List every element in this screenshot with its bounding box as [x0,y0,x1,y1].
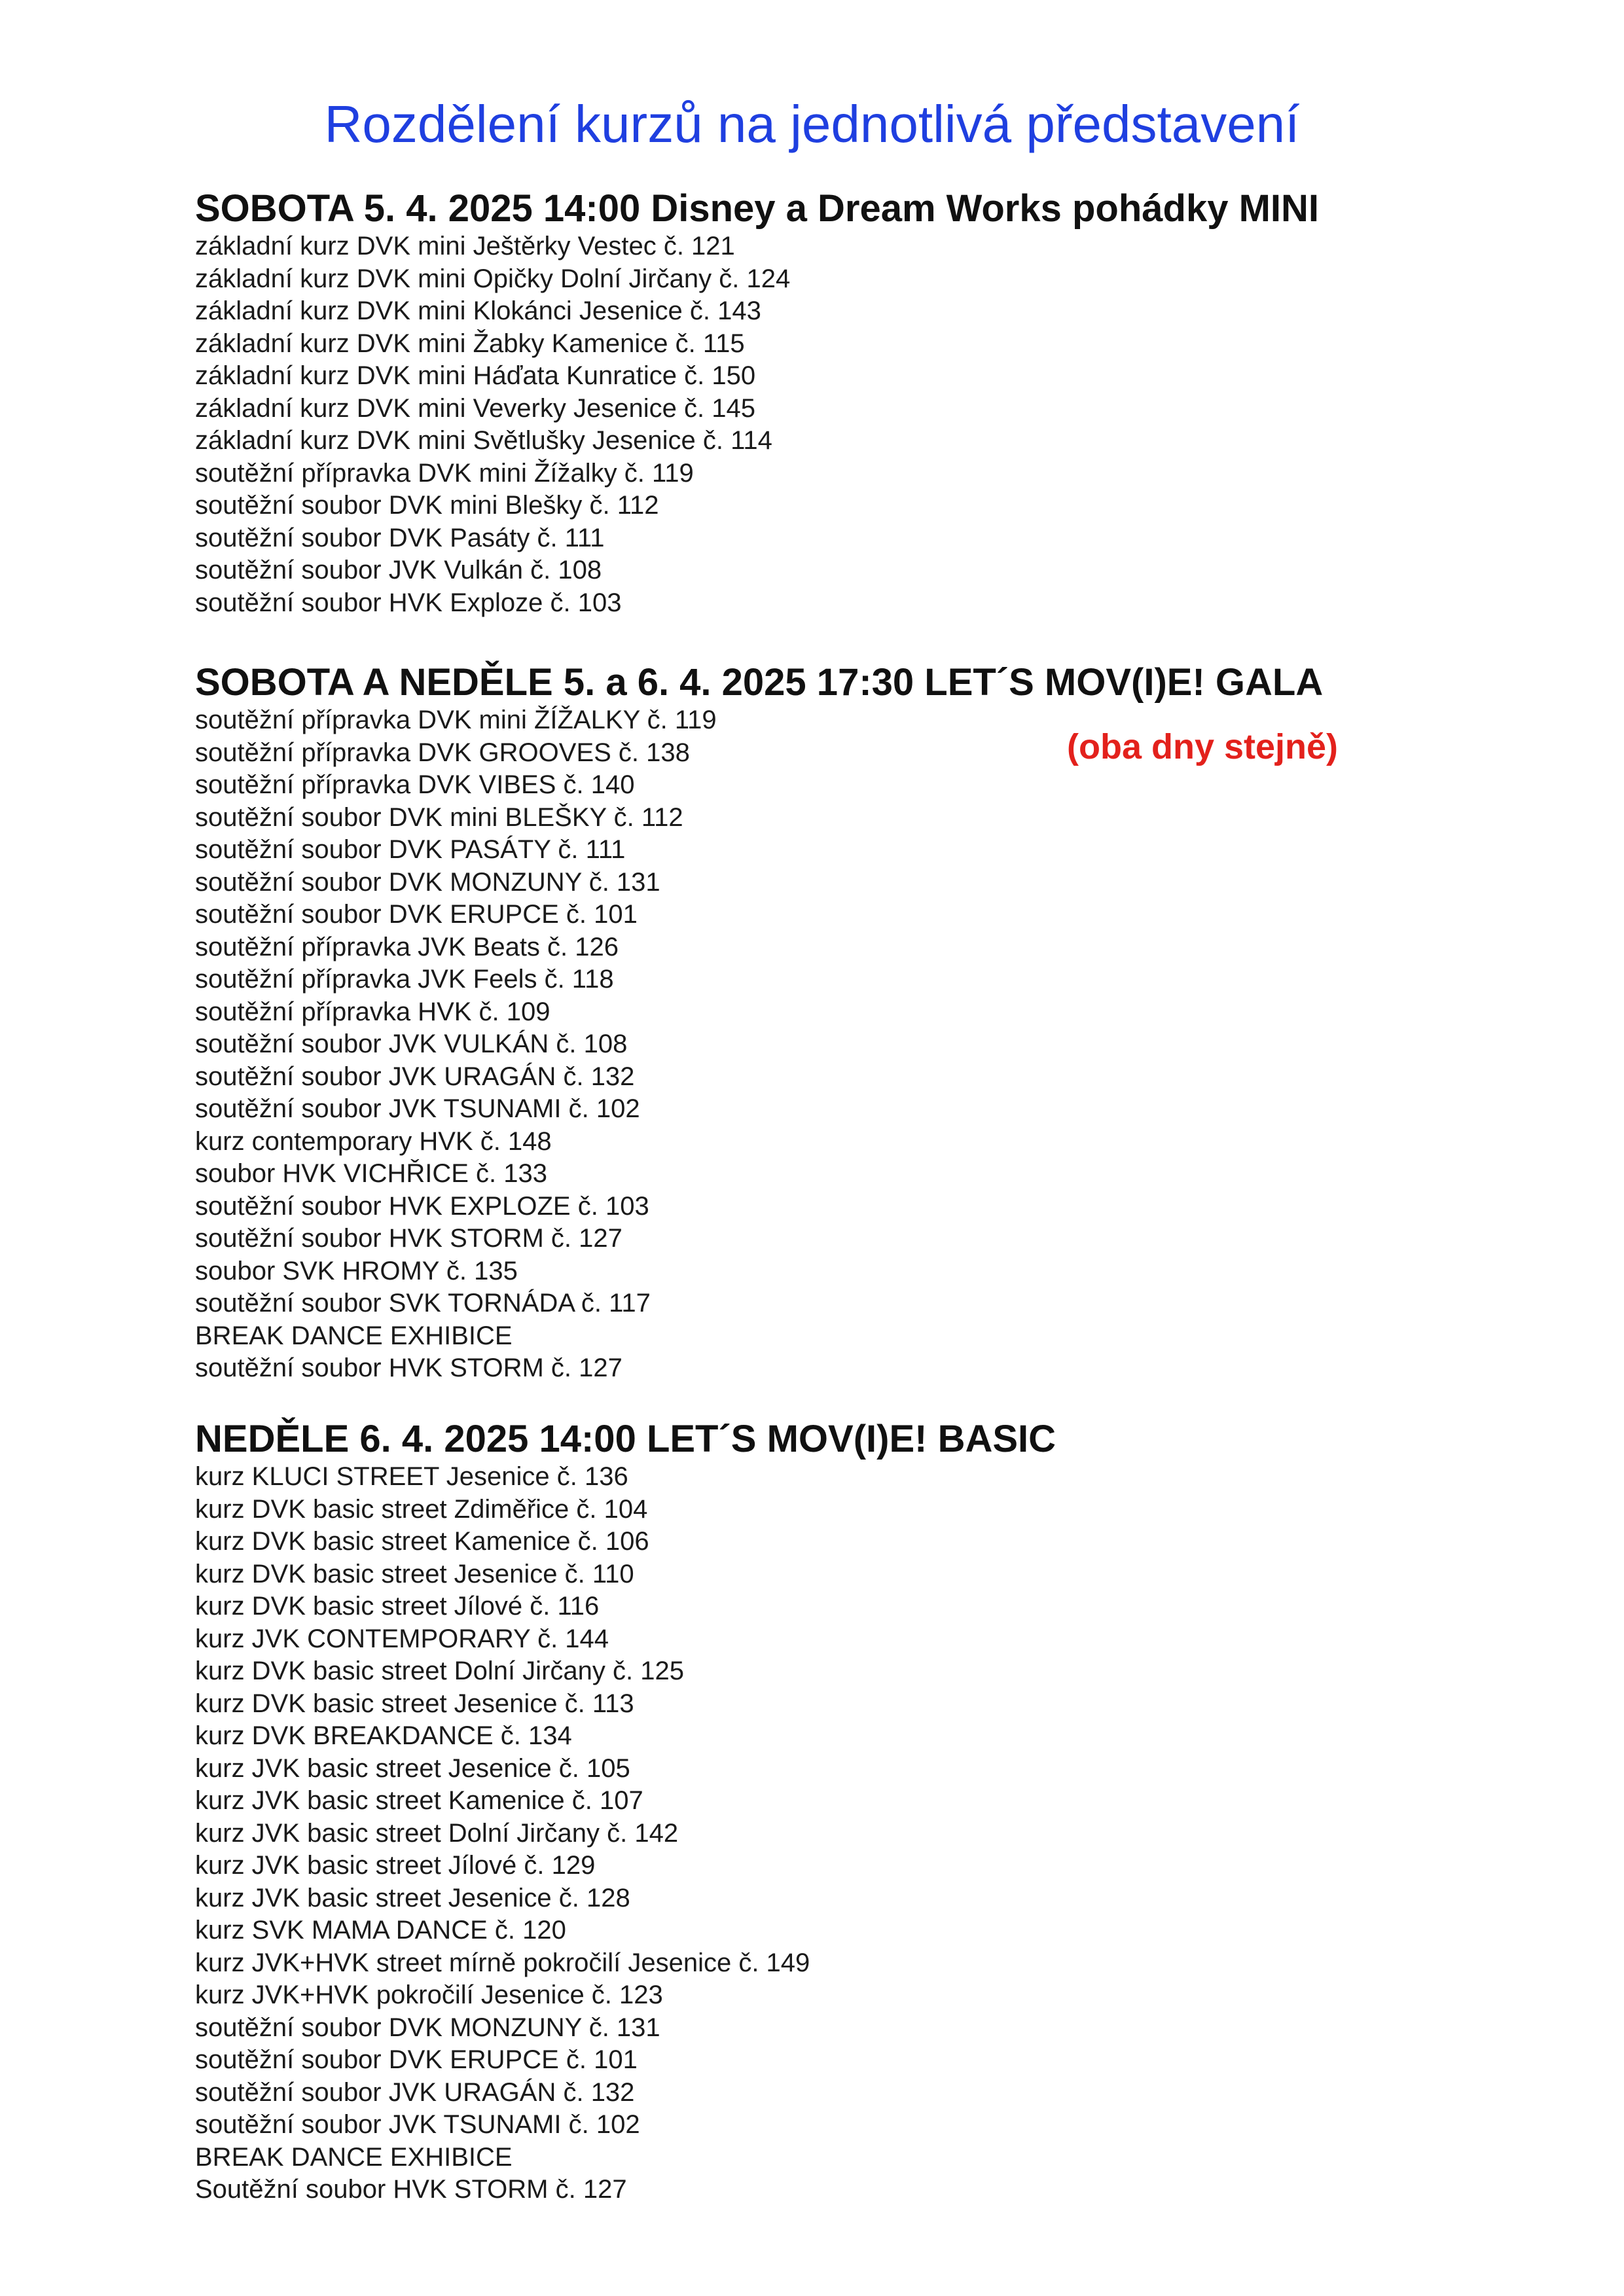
course-item: soutěžní přípravka JVK Beats č. 126 [195,932,619,961]
course-item: soutěžní soubor DVK ERUPCE č. 101 [195,2045,638,2074]
course-item: soutěžní soubor JVK Vulkán č. 108 [195,556,602,584]
course-item: soutěžní soubor SVK TORNÁDA č. 117 [195,1289,651,1318]
course-item: soutěžní přípravka DVK GROOVES č. 138 [195,738,690,767]
section-sobota-mini [195,187,1504,619]
course-item: BREAK DANCE EXHIBICE [195,2142,513,2172]
course-item: soutěžní přípravka DVK VIBES č. 140 [195,770,635,799]
section-gala [195,661,1504,1385]
course-item: soubor SVK HROMY č. 135 [195,1256,518,1285]
course-item: kurz JVK+HVK street mírně pokročilí Jesenice č. 149 [195,1948,810,1977]
course-item: kurz DVK basic street Dolní Jirčany č. 125 [195,1657,684,1685]
course-item: kurz DVK basic street Jesenice č. 113 [195,1689,634,1718]
course-item: soutěžní soubor DVK MONZUNY č. 131 [195,2013,660,2042]
course-item: soutěžní soubor JVK TSUNAMI č. 102 [195,2110,640,2139]
course-list [195,230,1504,619]
both-days-note: (oba dny stejně) [1067,727,1339,766]
course-item: soutěžní soubor JVK URAGÁN č. 132 [195,1062,635,1091]
course-item: soutěžní přípravka HVK č. 109 [195,997,550,1026]
course-item: soutěžní soubor HVK STORM č. 127 [195,1354,623,1382]
course-item: soutěžní soubor DVK mini BLEŠKY č. 112 [195,802,683,832]
section-heading: SOBOTA 5. 4. 2025 14:00 Disney a Dream Works pohádky MINI [195,187,1320,230]
course-item: soutěžní soubor DVK ERUPCE č. 101 [195,900,638,929]
course-item: soutěžní soubor HVK STORM č. 127 [195,1224,623,1253]
course-item: kurz JVK basic street Dolní Jirčany č. 142 [195,1818,679,1848]
course-item: soutěžní přípravka JVK Feels č. 118 [195,965,614,994]
course-item: kurz DVK BREAKDANCE č. 134 [195,1721,572,1750]
course-item: soutěžní přípravka DVK mini ŽÍŽALKY č. 119 [195,706,717,734]
course-item: kurz JVK basic street Jesenice č. 105 [195,1753,630,1783]
course-item: kurz DVK basic street Kamenice č. 106 [195,1527,649,1556]
course-item: soutěžní soubor DVK Pasáty č. 111 [195,523,605,552]
course-item: kurz DVK basic street Zdiměřice č. 104 [195,1494,648,1524]
course-item: kurz JVK basic street Kamenice č. 107 [195,1786,643,1815]
course-item: kurz JVK CONTEMPORARY č. 144 [195,1624,609,1653]
course-item: základní kurz DVK mini Ještěrky Vestec č. 121 [195,232,735,260]
course-item: soutěžní soubor JVK TSUNAMI č. 102 [195,1094,640,1123]
course-item: kurz JVK basic street Jílové č. 129 [195,1851,596,1880]
section-heading: NEDĚLE 6. 4. 2025 14:00 LET´S MOV(I)E! BASIC [195,1418,1056,1460]
page-title: Rozdělení kurzů na jednotlivá představení [324,95,1300,153]
course-item: soutěžní soubor DVK PASÁTY č. 111 [195,835,626,864]
course-item: základní kurz DVK mini Háďata Kunratice č. 150 [195,361,756,390]
section-heading: SOBOTA A NEDĚLE 5. a 6. 4. 2025 17:30 LET´S MOV(I)E! GALA [195,661,1324,704]
course-item: základní kurz DVK mini Světlušky Jesenice č. 114 [195,426,772,455]
course-item: základní kurz DVK mini Veverky Jesenice č. 145 [195,393,755,423]
course-item: základní kurz DVK mini Opičky Dolní Jirčany č. 124 [195,264,791,293]
course-item: kurz JVK+HVK pokročilí Jesenice č. 123 [195,1981,663,2009]
course-item: kurz KLUCI STREET Jesenice č. 136 [195,1462,628,1491]
course-list [195,704,1504,1385]
course-item: soutěžní soubor DVK MONZUNY č. 131 [195,867,660,897]
course-list [195,1461,1504,2206]
course-item: soutěžní soubor DVK mini Blešky č. 112 [195,491,659,520]
course-item: soutěžní soubor JVK VULKÁN č. 108 [195,1030,628,1058]
course-item: kurz DVK basic street Jílové č. 116 [195,1592,600,1621]
course-item: základní kurz DVK mini Klokánci Jesenice č. 143 [195,296,761,325]
section-basic [195,1418,1504,2206]
course-item: základní kurz DVK mini Žabky Kamenice č. 115 [195,329,745,358]
course-item: kurz JVK basic street Jesenice č. 128 [195,1883,630,1912]
course-item: kurz DVK basic street Jesenice č. 110 [195,1559,634,1588]
course-item: kurz SVK MAMA DANCE č. 120 [195,1916,566,1945]
course-item: Soutěžní soubor HVK STORM č. 127 [195,2175,627,2204]
course-item: BREAK DANCE EXHIBICE [195,1321,513,1350]
course-item: soutěžní soubor HVK EXPLOZE č. 103 [195,1191,649,1221]
course-item: kurz contemporary HVK č. 148 [195,1126,552,1156]
course-item: soutěžní přípravka DVK mini Žížalky č. 119 [195,458,694,488]
course-item: soubor HVK VICHŘICE č. 133 [195,1159,547,1188]
course-item: soutěžní soubor HVK Exploze č. 103 [195,588,622,617]
course-item: soutěžní soubor JVK URAGÁN č. 132 [195,2077,635,2107]
